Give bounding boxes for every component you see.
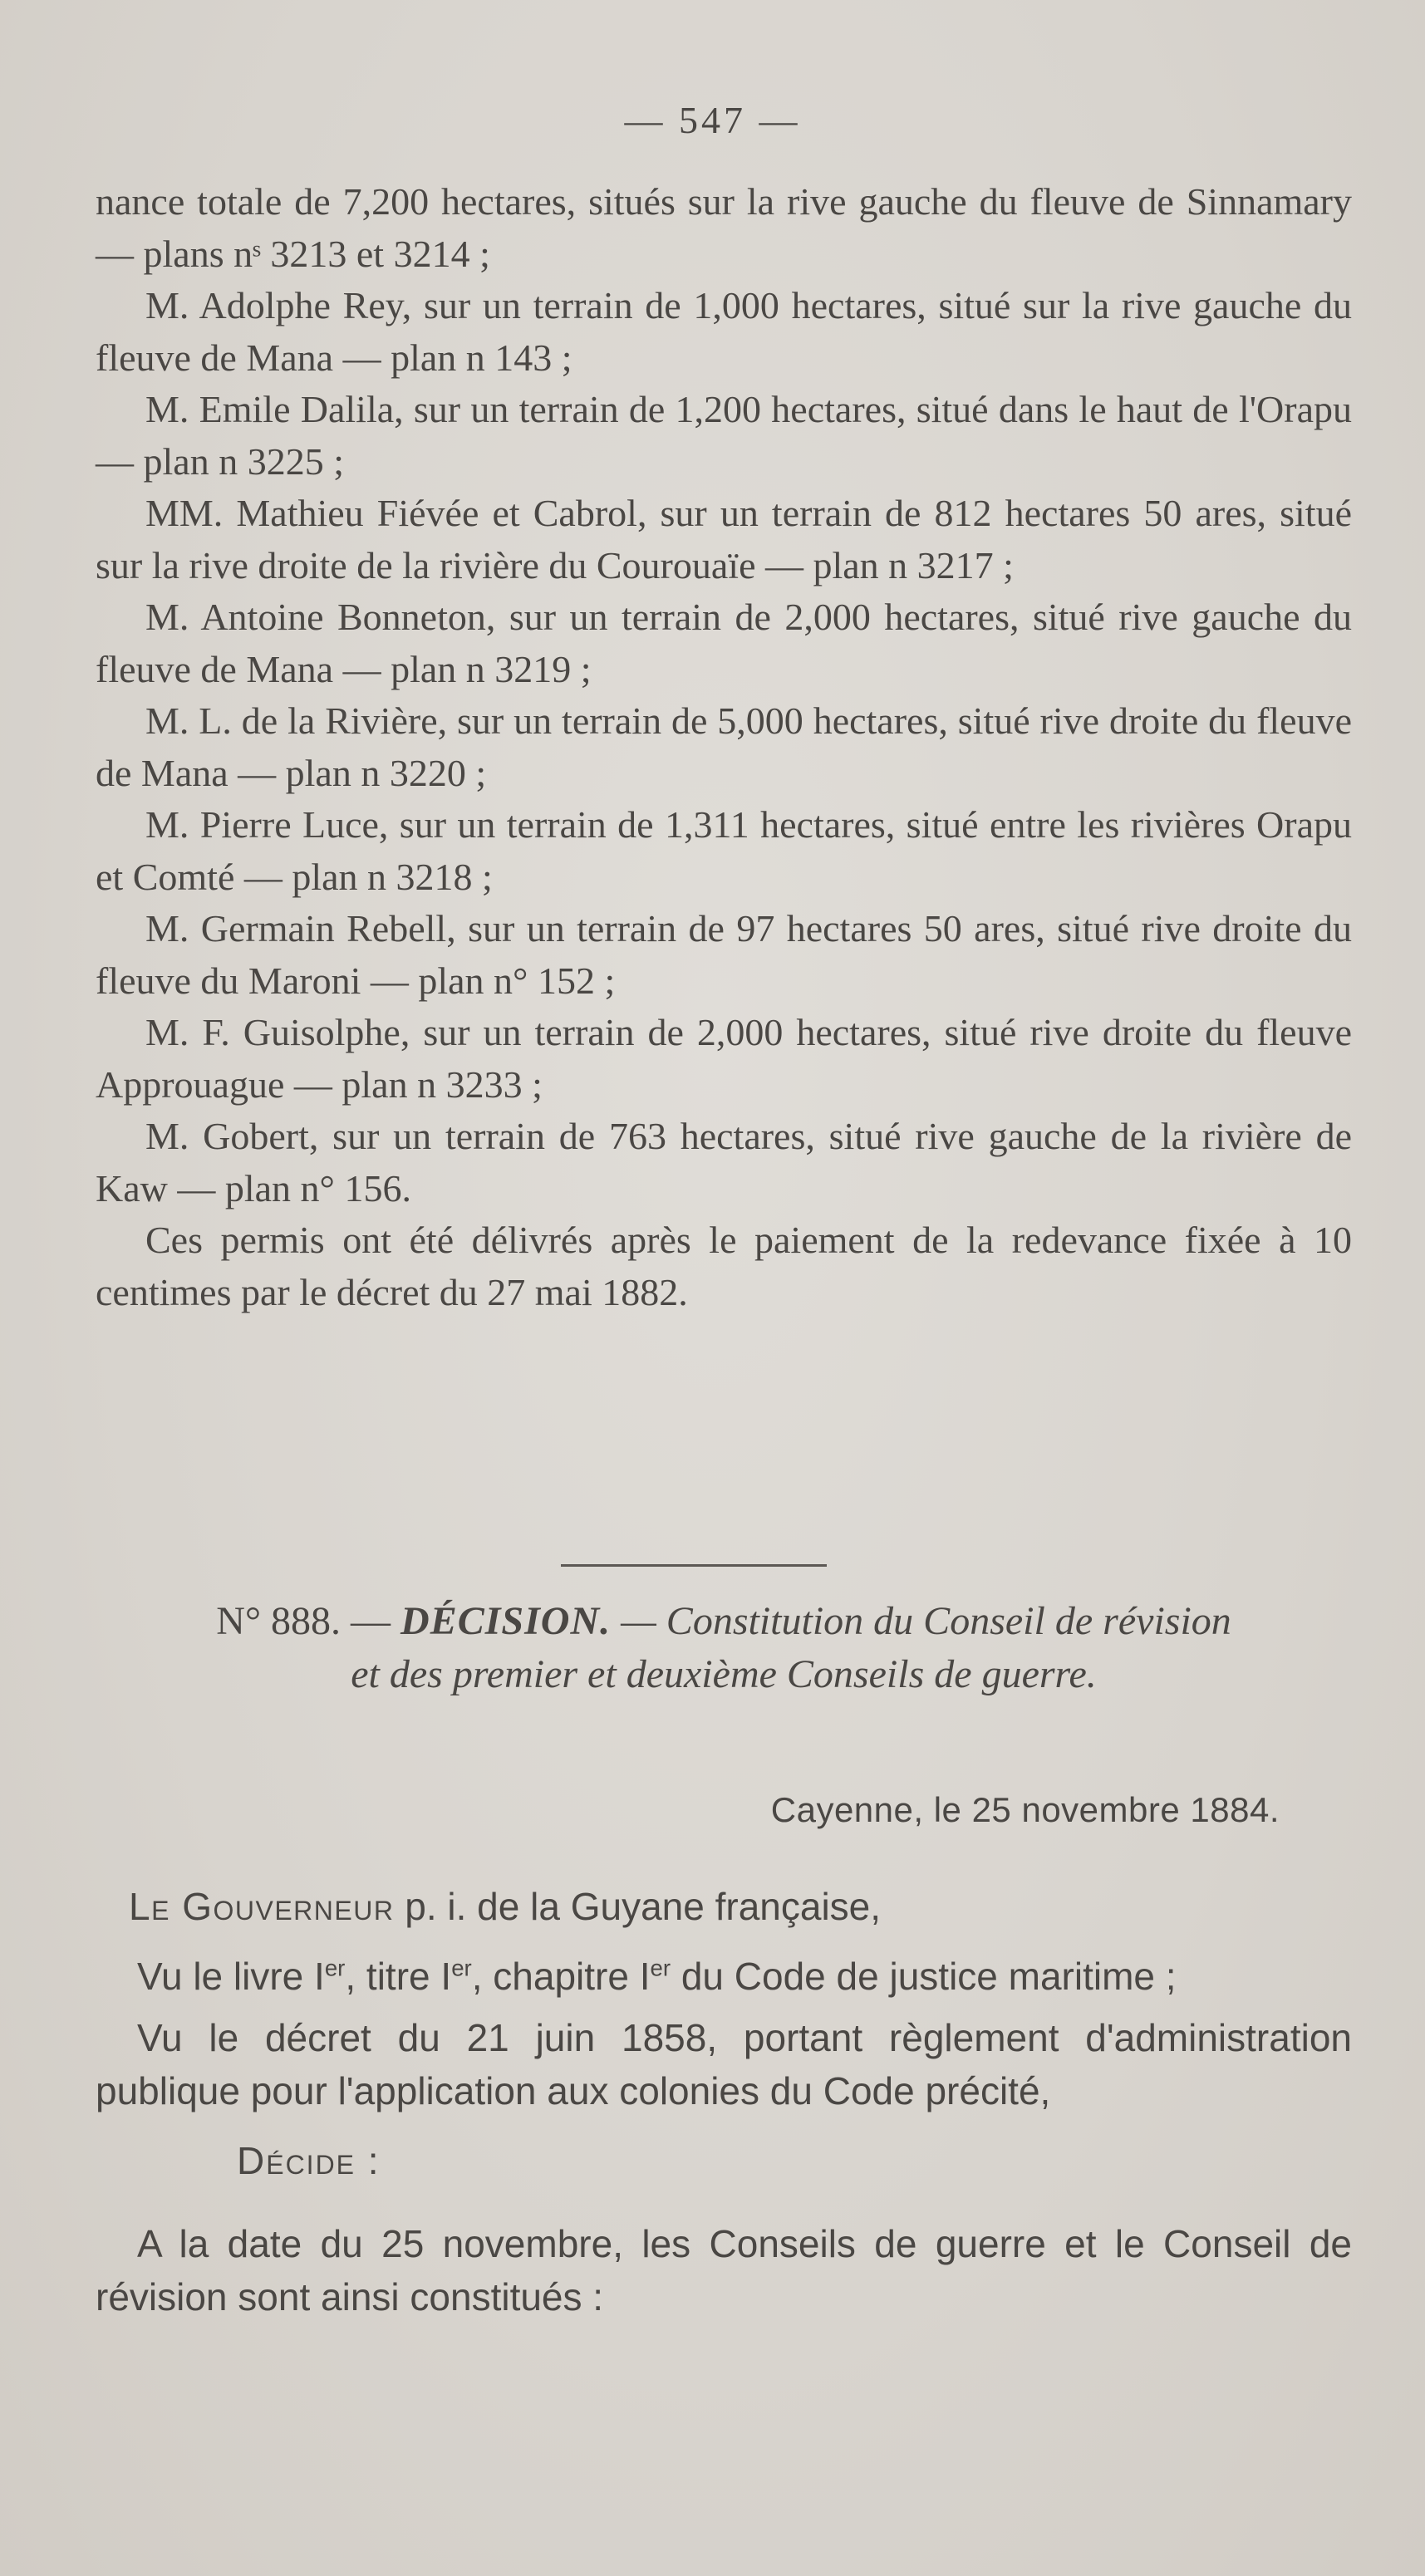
paragraph: nance totale de 7,200 hectares, situés sur la rive gauche du fleuve de Sinnamary — plans nˢ 3213 et 3214 ; [96, 180, 1352, 275]
governor-line [96, 1880, 1352, 1933]
permit-list [96, 176, 1352, 1318]
paragraph: M. Antoine Bonneton, sur un terrain de 2,000 hectares, situé rive gauche du fleuve de Mana — plan n 3219 ; [96, 596, 1352, 690]
paragraph: M. Adolphe Rey, sur un terrain de 1,000 hectares, situé sur la rive gauche du fleuve de Mana — plan n 143 ; [96, 284, 1352, 379]
paragraph: M. Gobert, sur un terrain de 763 hectares, situé rive gauche de la rivière de Kaw — plan n° 156. [96, 1115, 1352, 1209]
paragraph: M. Emile Dalila, sur un terrain de 1,200 hectares, situé dans le haut de l'Orapu — plan n 3225 ; [96, 388, 1352, 483]
page-number: — 547 — [624, 99, 801, 141]
paragraph: Ces permis ont été délivrés après le paiement de la redevance fixée à 10 centimes par le décret du 27 mai 1882. [96, 1219, 1352, 1313]
paragraph: M. Pierre Luce, sur un terrain de 1,311 hectares, situé entre les rivières Orapu et Comté — plan n 3218 ; [96, 803, 1352, 898]
paragraph: M. F. Guisolphe, sur un terrain de 2,000 hectares, situé rive droite du fleuve Approuague — plan n 3233 ; [96, 1011, 1352, 1106]
final-paragraph: A la date du 25 novembre, les Conseils de guerre et le Conseil de révision sont ainsi constitués : [96, 2222, 1352, 2318]
paragraph: M. Germain Rebell, sur un terrain de 97 hectares 50 ares, situé rive droite du fleuve du Maroni — plan n° 152 ; [96, 907, 1352, 1002]
decision-title-part2: et des premier et deuxième Conseils de guerre. [351, 1652, 1097, 1696]
decide-heading: Décide : [237, 2139, 381, 2182]
decision-number: N° 888. — [216, 1599, 391, 1643]
decision-title-part1: — Constitution du Conseil de révision [621, 1599, 1231, 1643]
considerant-1: Vu le livre Ier, titre Ier, chapitre Ier du Code de justice maritime ; [137, 1955, 1177, 1998]
governor-title: Le Gouverneur [129, 1885, 395, 1928]
considerant-2: Vu le décret du 21 juin 1858, portant règlement d'administration publique pour l'application aux colonies du Code précité, [96, 2016, 1352, 2112]
governor-rest: p. i. de la Guyane française, [394, 1885, 882, 1928]
paragraph: M. L. de la Rivière, sur un terrain de 5,000 hectares, situé rive droite du fleuve de Mana — plan n 3220 ; [96, 699, 1352, 794]
section-divider [561, 1564, 827, 1567]
decision-heading [96, 1595, 1352, 1701]
decision-keyword: DÉCISION. [400, 1599, 612, 1643]
paragraph: MM. Mathieu Fiévée et Cabrol, sur un terrain de 812 hectares 50 ares, situé sur la rive droite de la rivière du Courouaïe — plan n 3217 ; [96, 492, 1352, 586]
date-line: Cayenne, le 25 novembre 1884. [770, 1790, 1280, 1829]
decision-body [96, 1880, 1352, 2332]
